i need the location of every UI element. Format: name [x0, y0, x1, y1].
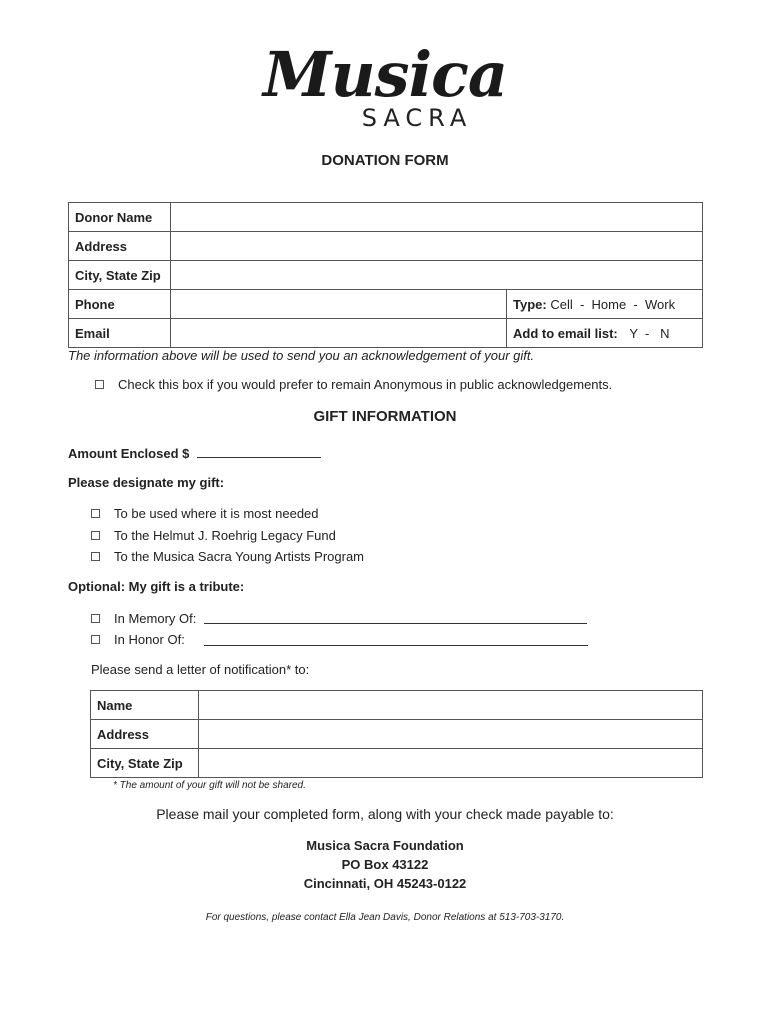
notification-label: Please send a letter of notification* to:	[91, 662, 310, 677]
in-memory-field[interactable]	[204, 612, 587, 624]
designate-option[interactable]	[91, 528, 336, 543]
email-list-label: Add to email list:	[513, 325, 618, 341]
notify-city-state-zip-label: City, State Zip	[91, 749, 199, 778]
phone-label: Phone	[69, 290, 171, 319]
anonymous-checkbox[interactable]	[95, 380, 104, 389]
amount-label: Amount Enclosed $	[68, 446, 190, 461]
city-state-zip-field[interactable]	[171, 261, 703, 290]
email-list-cell[interactable]	[507, 319, 703, 348]
tribute-option[interactable]	[91, 632, 185, 647]
logo-sacra: SACRA	[361, 104, 473, 132]
email-label: Email	[69, 319, 171, 348]
designate-option-label: To be used where it is most needed	[114, 506, 319, 521]
tribute-option-label: In Honor Of:	[114, 632, 185, 647]
designate-option[interactable]	[91, 549, 364, 564]
table-row	[69, 232, 703, 261]
table-row	[69, 319, 703, 348]
notification-table	[90, 690, 703, 778]
anonymous-label: Check this box if you would prefer to remain Anonymous in public acknowledgements.	[118, 377, 613, 392]
tribute-option[interactable]	[91, 611, 196, 626]
form-title: DONATION FORM	[321, 152, 449, 169]
mail-address-line2: PO Box 43122	[341, 857, 429, 872]
table-row	[69, 203, 703, 232]
table-row	[69, 290, 703, 319]
checkbox[interactable]	[91, 635, 100, 644]
table-row	[91, 720, 703, 749]
checkbox[interactable]	[91, 552, 100, 561]
footnote: * The amount of your gift will not be shared.	[113, 780, 306, 791]
checkbox[interactable]	[91, 614, 100, 623]
notify-address-label: Address	[91, 720, 199, 749]
anonymous-option[interactable]	[95, 377, 612, 392]
city-state-zip-label: City, State Zip	[69, 261, 171, 290]
mail-address-line3: Cincinnati, OH 45243-0122	[303, 876, 467, 891]
table-row	[69, 261, 703, 290]
notify-city-state-zip-field[interactable]	[199, 749, 703, 778]
donor-name-field[interactable]	[171, 203, 703, 232]
phone-type-cell[interactable]	[507, 290, 703, 319]
amount-row	[68, 446, 321, 461]
notify-name-label: Name	[91, 691, 199, 720]
mail-instructions: Please mail your completed form, along with your check made payable to:	[156, 806, 614, 822]
tribute-option-label: In Memory Of:	[114, 611, 197, 626]
gift-info-heading: GIFT INFORMATION	[313, 408, 457, 425]
phone-type-options[interactable]: Cell - Home - Work	[550, 296, 676, 312]
table-row	[91, 691, 703, 720]
designate-option[interactable]	[91, 506, 319, 521]
email-field[interactable]	[171, 319, 507, 348]
notify-address-field[interactable]	[199, 720, 703, 749]
phone-field[interactable]	[171, 290, 507, 319]
table-row	[91, 749, 703, 778]
in-honor-field[interactable]	[204, 634, 588, 646]
address-field[interactable]	[171, 232, 703, 261]
designate-option-label: To the Helmut J. Roehrig Legacy Fund	[114, 528, 336, 543]
checkbox[interactable]	[91, 509, 100, 518]
designate-label: Please designate my gift:	[68, 475, 225, 490]
logo-musica: Musica	[262, 38, 508, 111]
contact-note: For questions, please contact Ella Jean Davis, Donor Relations at 513-703-3170.	[205, 912, 565, 923]
designate-option-label: To the Musica Sacra Young Artists Program	[114, 549, 365, 564]
ack-note: The information above will be used to send you an acknowledgement of your gift.	[68, 348, 535, 363]
phone-type-label: Type:	[513, 296, 547, 312]
tribute-label: Optional: My gift is a tribute:	[68, 579, 245, 594]
checkbox[interactable]	[91, 531, 100, 540]
donor-name-label: Donor Name	[69, 203, 171, 232]
address-label: Address	[69, 232, 171, 261]
donor-info-table	[68, 202, 703, 348]
mail-address-line1: Musica Sacra Foundation	[306, 838, 464, 853]
email-list-options[interactable]: Y - N	[629, 325, 670, 341]
notify-name-field[interactable]	[199, 691, 703, 720]
amount-field[interactable]	[197, 446, 321, 458]
